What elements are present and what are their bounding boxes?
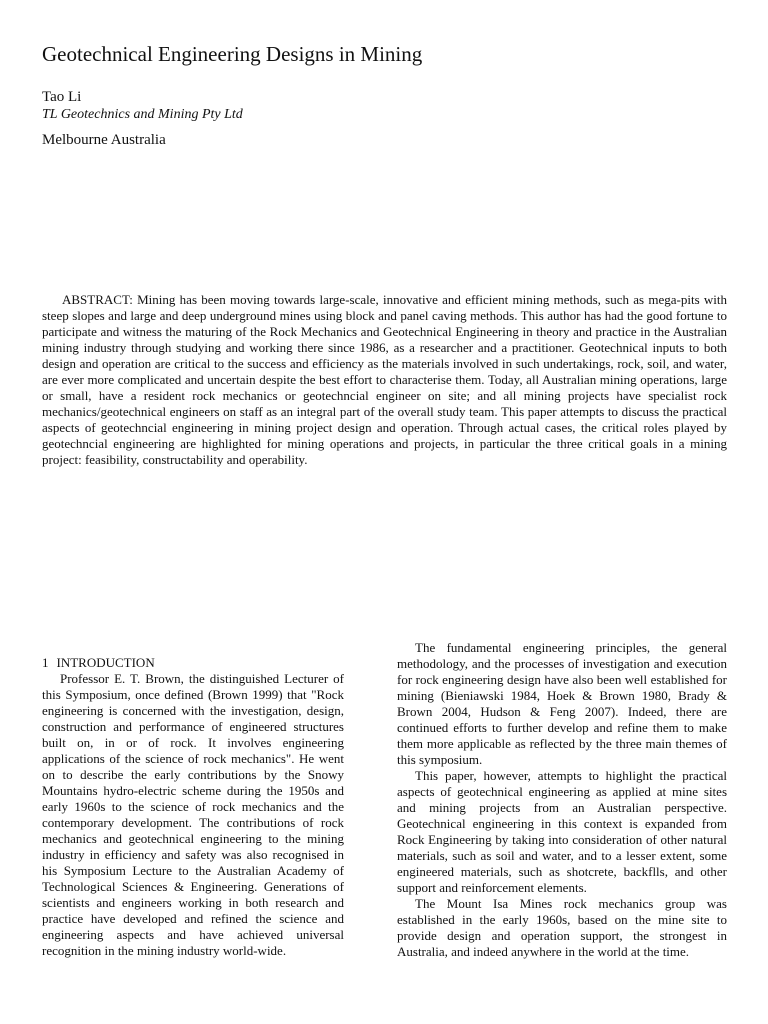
paper-title: Geotechnical Engineering Designs in Mining [42,42,423,66]
abstract: ABSTRACT: Mining has been moving towards large-scale, innovative and efficient mining methods, such as mega-pits with steep slopes and large and deep underground mines using block and panel caving methods. This author has had the good fortune to participate and witness the maturing of the Rock Mechanics and Geotechnical Engineering in theory and practice in the Australian mining industry through studying and working there since 1986, as a researcher and a practitioner. Geotechnical inputs to both design and operation are critical to the success and efficiency as the materials involved in such undertakings, rock, soil, and water, are ever more complicated and uncertain despite the best effort to characterise them. Today, all Australian mining operations, large or small, have a resident rock mechanics or geotechncial engineer on site; and all mining projects have specialist rock mechanics/geotechnical engineers on staff as an integral part of the overall study team. This paper attempts to discuss the practical aspects of geotechncial engineering in mining project design and operation. Through actual cases, the critical roles played by geotechncial engineering are highlighted for mining operations and projects, in particular the three critical goals in a mining project: feasibility, constructability and operability. [42,292,727,467]
author-location: Melbourne Australia [42,132,166,148]
author-affiliation: TL Geotechnics and Mining Pty Ltd [42,107,243,122]
section-title: INTRODUCTION [56,655,155,670]
body-paragraph: This paper, however, attempts to highlight the practical aspects of geotechnical engineering as applied at mine sites and mining projects from an Australian perspective. Geotechnical engineering in this context is expanded from Rock Engineering by taking into consideration of other natural materials, such as soil and water, and to a lesser extent, some engineered materials, such as shotcrete, backflls, and other support and reinforcement elements. [397,768,727,895]
body-paragraph: Professor E. T. Brown, the distinguished Lecturer of this Symposium, once defined (Brown 1999) that "Rock engineering is concerned with the investigation, design, construction and performance of engineered structures built on, in or of rock. It involves engineering applications of the science of rock mechanics". He went on to describe the early contributions by the Snowy Mountains hydro-electric scheme during the 1950s and early 1960s to the science of rock mechanics and the contemporary development. The contributions of rock mechanics and geotechnical engineering to the mining industry in efficiency and safety was also recognised in his Symposium Lecture to the Australian Academy of Technological Sciences & Engineering. Generations of scientists and engineers working in both research and practice have developed and refined the science and engineering aspects and have achieved universal recognition in the mining industry world-wide. [42,671,344,958]
right-column [397,640,727,960]
author-name: Tao Li [42,89,82,105]
left-column [42,655,344,959]
body-paragraph: The fundamental engineering principles, the general methodology, and the processes of investigation and execution for rock engineering design have also been well established for mining (Bieniawski 1984, Hoek & Brown 1980, Brady & Brown 2004, Hudson & Feng 2007). Indeed, there are continued efforts to further develop and refine them to make them more applicable as reflected by the three main themes of this symposium. [397,640,727,767]
section-heading [42,655,344,671]
section-number: 1 [42,655,49,670]
body-paragraph: The Mount Isa Mines rock mechanics group was established in the early 1960s, based on the mine site to provide design and operation support, the strongest in Australia, and indeed anywhere in the world at the time. [397,896,727,959]
